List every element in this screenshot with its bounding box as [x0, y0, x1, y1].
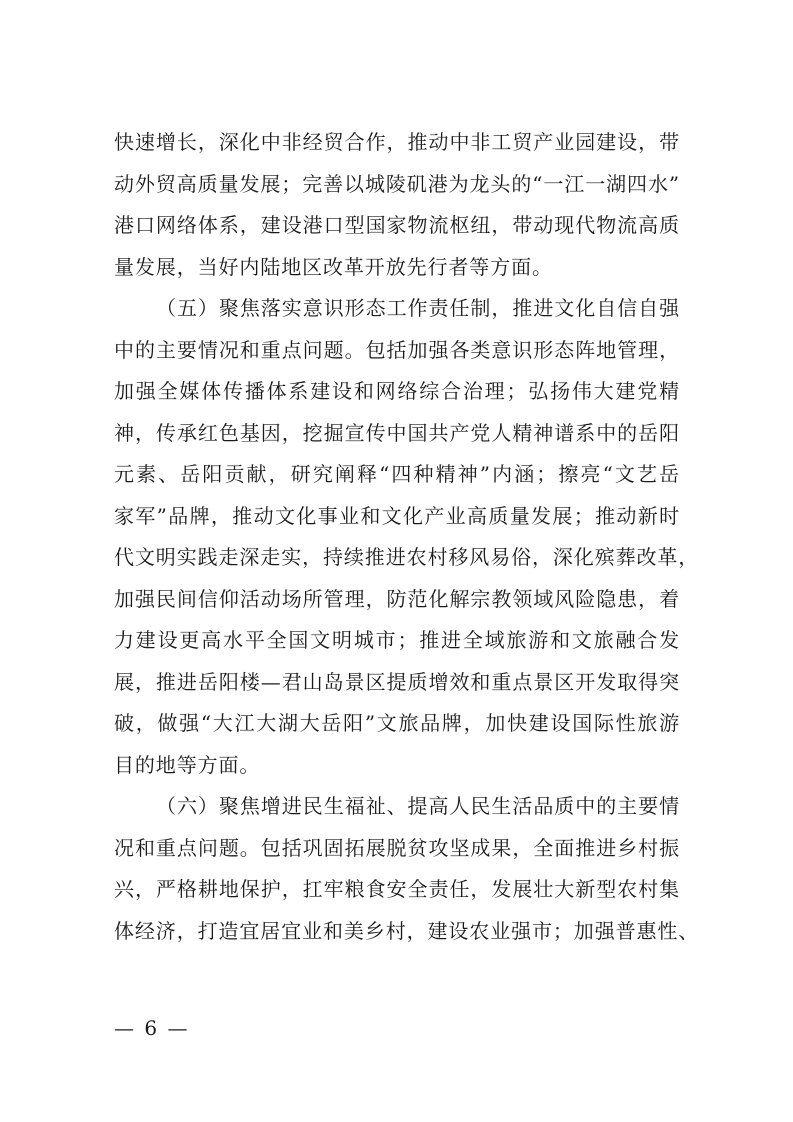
text-line: 目的地等方面。	[114, 752, 261, 777]
text-line: 代文明实践走深走实，持续推进农村移风易俗，深化殡葬改革，	[114, 545, 700, 569]
text-line: 况和重点问题。包括巩固拓展脱贫攻坚成果，全面推进乡村振	[114, 835, 680, 860]
document-body	[114, 122, 700, 952]
text-line: 加强民间信仰活动场所管理，防范化解宗教领域风险隐患，着	[114, 586, 680, 611]
text-line: 量发展，当好内陆地区改革开放先行者等方面。	[114, 254, 553, 279]
page-number: — 6 —	[114, 1016, 190, 1040]
text-line: 力建设更高水平全国文明城市；推进全域旅游和文旅融合发	[114, 628, 680, 652]
text-line: 破，做强“大江大湖大岳阳”文旅品牌，加快建设国际性旅游	[114, 711, 680, 735]
text-line: 元素、岳阳贡献，研究阐释“四种精神”内涵；擦亮“文艺岳	[114, 462, 680, 486]
text-line: 家军”品牌，推动文化事业和文化产业高质量发展；推动新时	[114, 503, 680, 528]
text-line: 中的主要情况和重点问题。包括加强各类意识形态阵地管理，	[114, 337, 680, 362]
paragraph-heading-line: （五）聚焦落实意识形态工作责任制，推进文化自信自强	[156, 296, 680, 320]
text-line: 体经济，打造宜居宜业和美乡村，建设农业强市；加强普惠性、	[114, 918, 700, 943]
text-line: 展，推进岳阳楼—君山岛景区提质增效和重点景区开发取得突	[114, 669, 680, 694]
text-line: 神，传承红色基因，挖掘宣传中国共产党人精神谱系中的岳阳	[114, 420, 680, 445]
text-line: 港口网络体系，建设港口型国家物流枢纽，带动现代物流高质	[114, 213, 680, 237]
text-line: 快速增长，深化中非经贸合作，推动中非工贸产业园建设，带	[114, 130, 680, 154]
paragraph-heading-line: （六）聚焦增进民生福祉、提高人民生活品质中的主要情	[156, 794, 680, 818]
text-line: 兴，严格耕地保护，扛牢粮食安全责任，发展壮大新型农村集	[114, 877, 680, 901]
text-line: 加强全媒体传播体系建设和网络综合治理；弘扬伟大建党精	[114, 379, 680, 403]
text-line: 动外贸高质量发展；完善以城陵矶港为龙头的“一江一湖四水”	[114, 171, 680, 196]
